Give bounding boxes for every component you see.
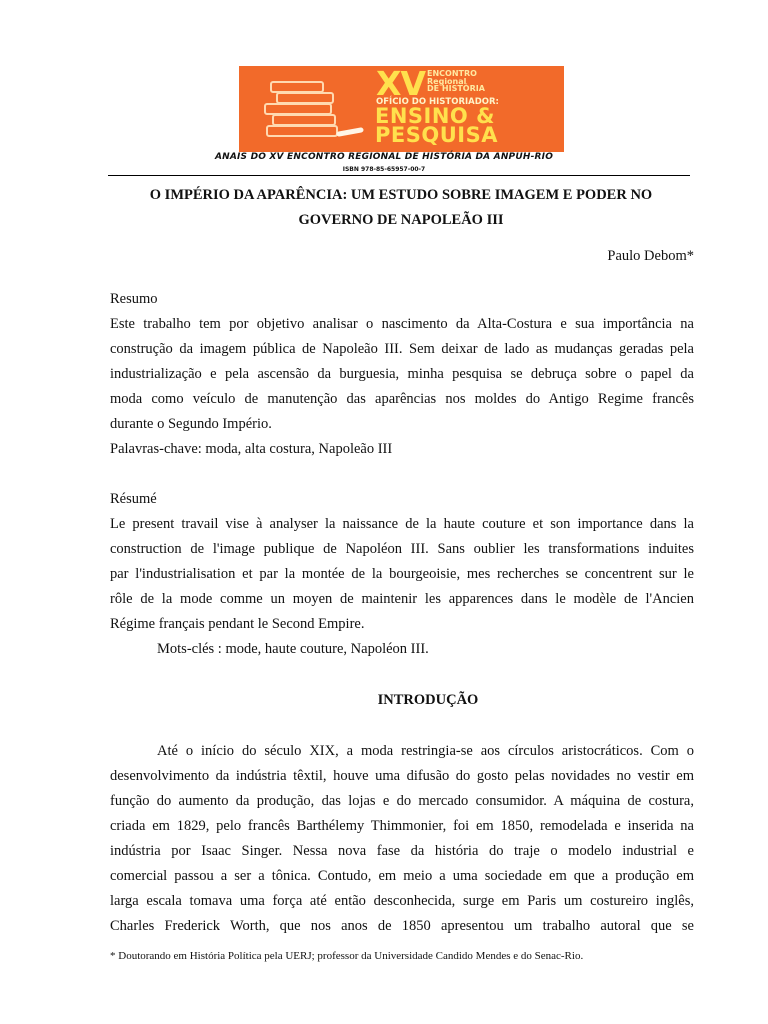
intro-line: desenvolvimento da indústria têxtil, houve uma difusão do gosto pelas novidades no vestir em [110,768,694,784]
banner-word-pesquisa: PESQUISA [375,123,498,147]
intro-line: indústria por Isaac Singer. Nessa nova fase da história do traje o modelo industrial e [110,843,694,859]
header-rule [108,175,690,176]
resumo-line: construção da imagem pública de Napoleão III. Sem deixar de lado as mudanças geradas pela [110,341,694,357]
proceedings-header: ANAIS DO XV ENCONTRO REGIONAL DE HISTÓRIA DA ANPUH-RIO [214,152,554,162]
resumo-line: Este trabalho tem por objetivo analisar o nascimento da Alta-Costura e sua importância na [110,316,694,332]
resume-line: par l'industrialisation et par la montée de la bourgeoisie, mes recherches se concentrent sur le [110,566,694,582]
resume-line: Le present travail vise à analyser la naissance de la haute couture et son importance dans la [110,516,694,532]
banner-event-name: ENCONTRO Regional DE HISTÓRIA [427,69,485,93]
resumo-line: durante o Segundo Império. [110,416,272,432]
isbn-text: ISBN 978-85-65957-00-7 [342,166,426,173]
intro-line: Até o início do século XIX, a moda restringia-se aos círculos aristocráticos. Com o [157,743,694,759]
intro-line: Charles Frederick Worth, que nos anos de 1850 apresentou um trabalho autoral que se [110,918,694,934]
resumo-line: moda como veículo de manutenção das aparências nos moldes do Antigo Regime francês [110,391,694,407]
resume-section [110,487,694,662]
paper-title: O IMPÉRIO DA APARÊNCIA: UM ESTUDO SOBRE IMAGEM E PODER NO GOVERNO DE NAPOLEÃO III [149,187,653,228]
resume-line: Régime français pendant le Second Empire. [110,616,365,632]
author-name: Paulo Debom* [607,248,694,264]
resume-line: construction de l'image publique de Napoléon III. Sans oublier les transformations induites [110,541,694,557]
banner-theme: OFÍCIO DO HISTORIADOR: [376,97,499,107]
resumo-line: industrialização e pela ascensão da burguesia, minha pesquisa se debruça sobre o papel da [110,366,694,382]
resumo-heading: Resumo [110,291,158,307]
event-banner-logo [239,66,564,152]
introducao-section [110,739,694,939]
banner-word-ensino: ENSINO & [375,104,495,128]
intro-line: função do aumento da produção, das lojas e do mercado consumidor. A máquina de costura, [110,793,694,809]
footnote: * Doutorando em História Política pela UERJ; professor da Universidade Candido Mendes e do Senac-Rio. [110,950,584,962]
resume-line: rôle de la mode comme un moyen de maintenir les apparences dans le modèle de l'Ancien [110,591,694,607]
intro-line: criada em 1829, pelo francês Barthélemy Thimmonier, foi em 1850, remodelada e inserida na [110,818,694,834]
resume-keywords: Mots-clés : mode, haute couture, Napoléon III. [157,641,429,657]
intro-line: larga escala tomava uma força até então desconhecida, surge em Paris um costureiro inglês, [110,893,694,909]
section-heading-introducao: INTRODUÇÃO [377,692,479,708]
books-illustration-icon [257,74,367,146]
resumo-section [110,287,694,462]
resume-heading: Résumé [110,491,157,507]
intro-line: comercial passou a ser a tônica. Contudo, em meio a uma sociedade em que a produção em [110,868,694,884]
banner-numeral: XV [376,66,425,103]
resumo-keywords: Palavras-chave: moda, alta costura, Napoleão III [110,441,393,457]
